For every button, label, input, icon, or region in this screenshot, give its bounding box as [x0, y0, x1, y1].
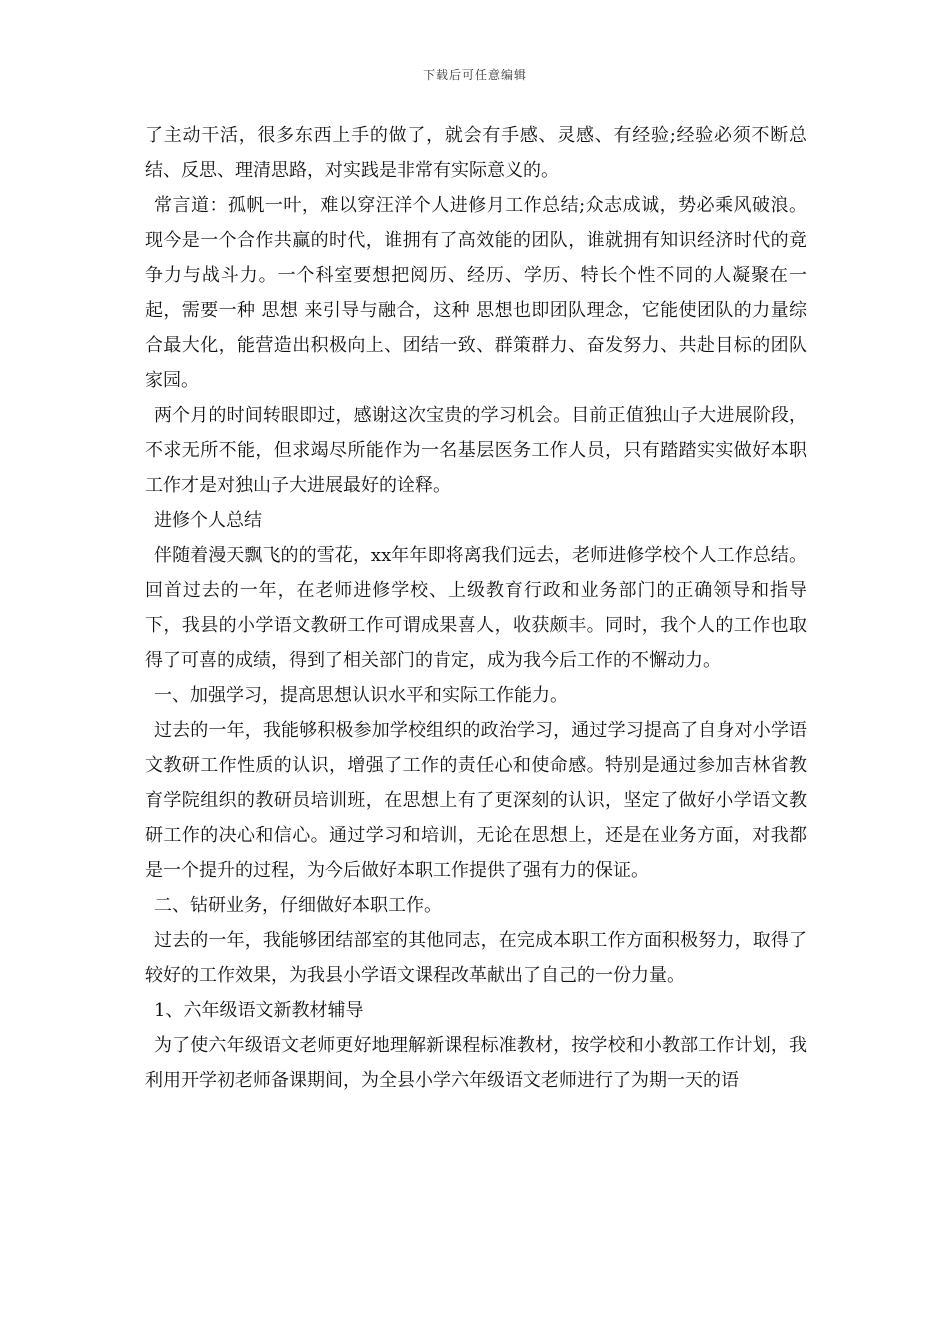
heading-study-business: 二、钻研业务，仔细做好本职工作。 [154, 895, 442, 916]
paragraph-gratitude: 两个月的时间转眼即过，感谢这次宝贵的学习机会。目前正值独山子大进展阶段， 不求无所不能，但求竭尽所能作为一名基层医务工作人员，只有踏踏实实做好本职工作才是对独山子大进展最好的诠释。 [145, 405, 807, 496]
paragraph-grade-six: 为了使六年级语文老师更好地理解新课程标准教材，按学校和小教部工作计划，我利用开学初老师备课期间，为全县小学六年级语文老师进行了为期一天的语 [145, 1035, 807, 1091]
paragraph-business: 过去的一年，我能够团结部室的其他同志，在完成本职工作方面积极努力，取得了较好的工作效果，为我县小学语文课程改革献出了自己的一份力量。 [145, 930, 807, 986]
page-header: 下载后可任意编辑 [422, 68, 527, 82]
paragraph-intro-summary: 伴随着漫天飘飞的的雪花，xx年年即将离我们远去，老师进修学校个人工作总结。回首过去的一年，在老师进修学校、上级教育行政和业务部门的正确领导和指导下，我县的小学语文教研工作可谓成果喜人，收获颇丰。同时，我个人的工作也取得了可喜的成绩，得到了相关部门的肯定，成为我今后工作的不懈动力。 [145, 545, 807, 671]
paragraph-team-spirit: 常言道：孤帆一叶，难以穿汪洋个人进修月工作总结;众志成诚，势必乘风破浪。现今是一个合作共赢的时代，谁拥有了高效能的团队，谁就拥有知识经济时代的竟争力与战斗力。一个科室要想把阅历、经历、学历、特长个性不同的人凝聚在一起，需要一种 思想 来引导与融合，这种 思想也即团队理念，它能使团队的力量综合最大化，能营造出积极向上、团结一致、群策群力、奋发努力、共赴目标的团队家园。 [145, 195, 807, 391]
section-title-personal-summary: 进修个人总结 [154, 510, 262, 531]
document-body [145, 118, 807, 1098]
paragraph-continuation: 了主动干活，很多东西上手的做了，就会有手感、灵感、有经验;经验必须不断总结、反思、理清思路，对实践是非常有实际意义的。 [145, 125, 807, 181]
paragraph-learning: 过去的一年，我能够积极参加学校组织的政治学习，通过学习提高了自身对小学语文教研工作性质的认识，增强了工作的责任心和使命感。特别是通过参加吉林省教育学院组织的教研员培训班，在思想上有了更深刻的认识，坚定了做好小学语文教研工作的决心和信心。通过学习和培训，无论在思想上，还是在业务方面，对我都是一个提升的过程，为今后做好本职工作提供了强有力的保证。 [145, 720, 807, 881]
heading-strengthen-learning: 一、加强学习，提高思想认识水平和实际工作能力。 [154, 685, 568, 706]
heading-grade-six-guidance: 1、六年级语文新教材辅导 [154, 1000, 364, 1021]
